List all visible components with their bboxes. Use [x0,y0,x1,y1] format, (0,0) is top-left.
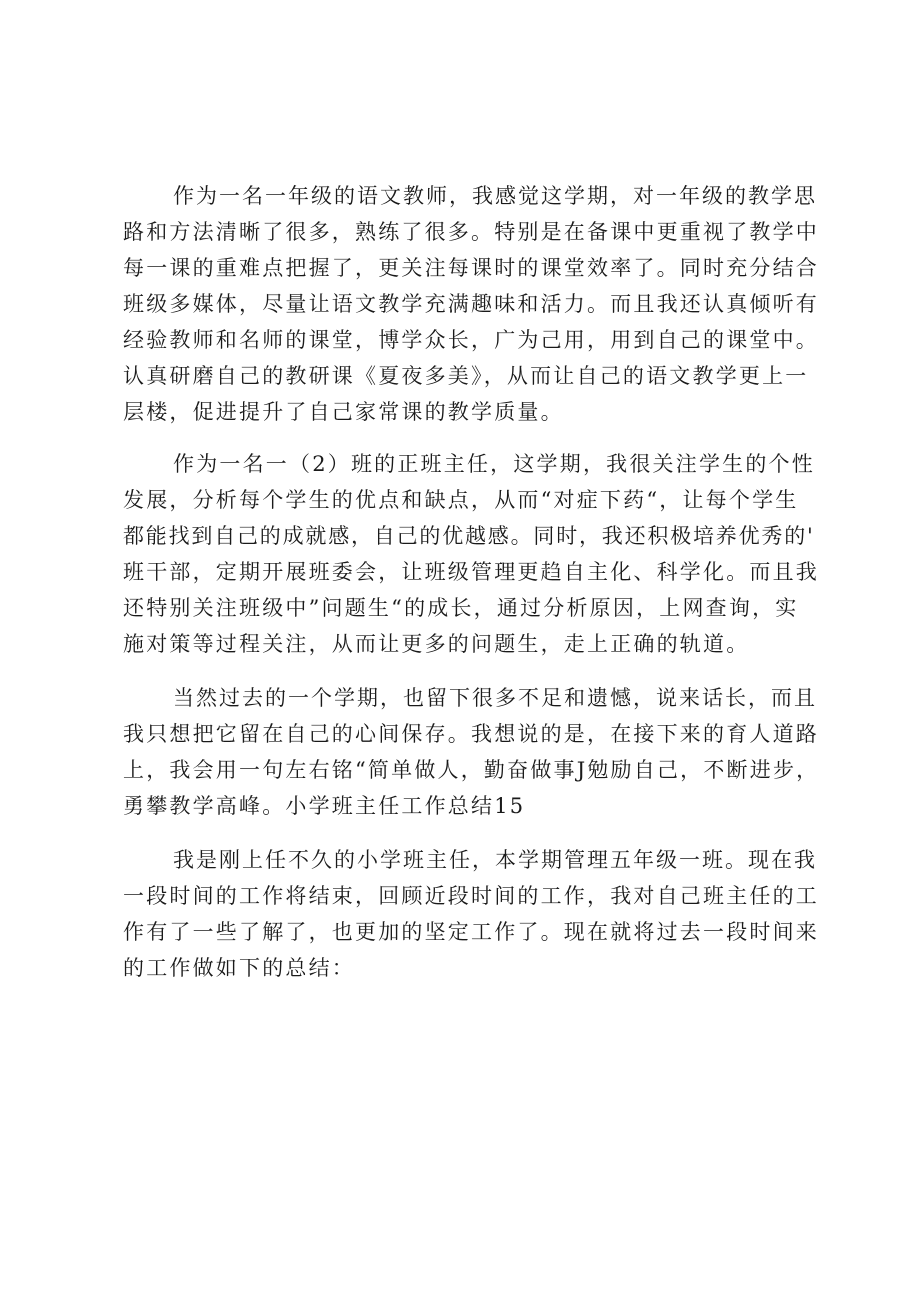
text-line: 都能找到自己的成就感，自己的优越感。同时，我还积极培养优秀的' [123,524,815,548]
text-line: 的工作做如下的总结： [123,956,355,980]
text-line: 认真研磨自己的教研课《夏夜多美》，从而让自己的语文教学更上一 [123,364,809,388]
text-line: 层楼，促进提升了自己家常课的教学质量。 [123,400,564,424]
text-line: 每一课的重难点把握了，更关注每课时的课堂效率了。同时充分结合 [123,256,819,280]
text-line: 上，我会用一句左右铭“简单做人，勤奋做事J勉励自己，不断进步， [123,758,820,782]
text-line: 我只想把它留在自己的心间保存。我想说的是，在接下来的育人道路 [123,722,819,746]
text-line: 发展，分析每个学生的优点和缺点，从而“对症下药“，让每个学生 [123,488,799,512]
text-line: 当然过去的一个学期，也留下很多不足和遗憾，说来话长，而且 [173,686,817,710]
text-line: 作为一名一（2）班的正班主任，这学期，我很关注学生的个性 [173,452,815,476]
text-line: 班级多媒体，尽量让语文教学充满趣味和活力。而且我还认真倾听有 [123,292,819,316]
text-line: 作有了一些了解了，也更加的坚定工作了。现在就将过去一段时间来 [123,920,819,944]
text-line: 经验教师和名师的课堂，博学众长，广为己用，用到自己的课堂中。 [123,328,819,352]
text-line: 一段时间的工作将结束，回顾近段时间的工作，我对自己班主任的工 [123,884,819,908]
text-line: 勇攀教学高峰。小学班主任工作总结15 [123,794,526,818]
text-line: 班干部，定期开展班委会，让班级管理更趋自主化、科学化。而且我 [123,560,819,584]
text-line: 作为一名一年级的语文教师，我感觉这学期，对一年级的教学思 [173,184,817,208]
text-line: 还特别关注班级中”问题生“的成长，通过分析原因，上网查询，实 [123,596,799,620]
text-line: 我是刚上任不久的小学班主任，本学期管理五年级一班。现在我 [173,848,817,872]
text-line: 路和方法清晰了很多，熟练了很多。特别是在备课中更重视了教学中 [123,220,819,244]
text-line: 施对策等过程关注，从而让更多的问题生，走上正确的轨道。 [123,632,750,656]
